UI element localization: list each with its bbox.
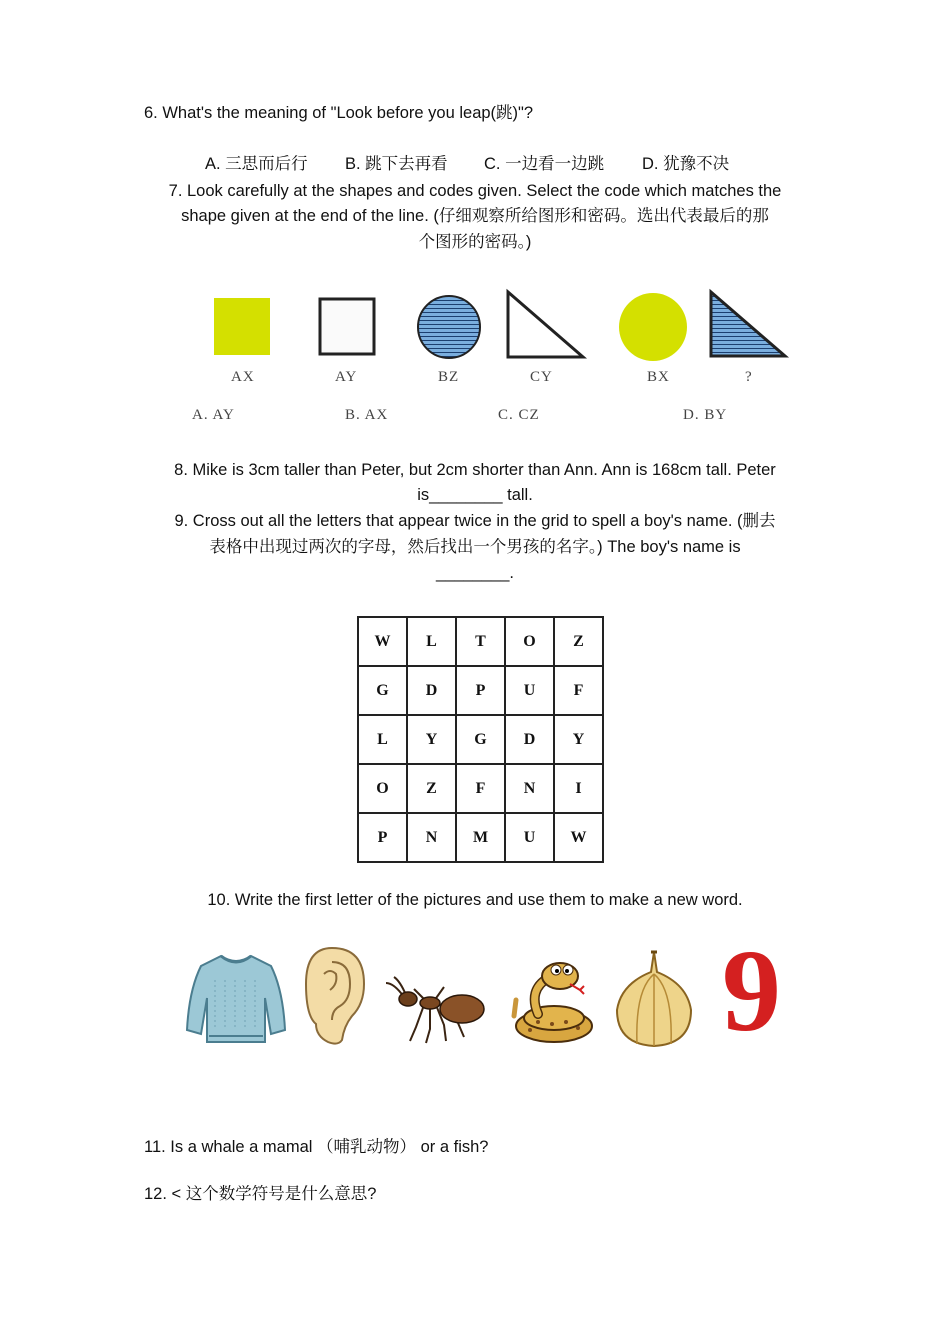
q7-option-d: D. BY <box>683 407 728 423</box>
grid-cell: L <box>407 617 456 666</box>
q7-line-1: 7. Look carefully at the shapes and codes given. Select the code which matches the <box>168 182 782 200</box>
q6-option-c: C. 一边看一边跳 <box>484 155 605 173</box>
ant-icon <box>384 975 488 1045</box>
code-ax: AX <box>231 369 255 385</box>
striped-triangle-shape <box>711 292 785 356</box>
q7-line-3: 个图形的密码。) <box>418 233 532 251</box>
q9-line-2: 表格中出现过两次的字母，然后找出一个男孩的名字。) The boy's name is <box>209 538 741 556</box>
grid-cell: M <box>456 813 505 862</box>
q7-line-2: shape given at the end of the line. (仔细观察所给图形和密码。选出代表最后的那 <box>181 207 769 225</box>
grid-cell: W <box>358 617 407 666</box>
grid-cell: F <box>554 666 603 715</box>
q7-option-b: B. AX <box>345 407 389 423</box>
q7-option-a: A. AY <box>192 407 235 423</box>
grid-cell: L <box>358 715 407 764</box>
q12-question: 12. < 这个数学符号是什么意思? <box>144 1185 377 1203</box>
yellow-square-shape <box>214 298 270 355</box>
code-cy: CY <box>530 369 553 385</box>
q6-option-b: B. 跳下去再看 <box>345 155 448 173</box>
grid-row <box>358 813 603 862</box>
grid-cell: D <box>505 715 554 764</box>
q8-line-1: 8. Mike is 3cm taller than Peter, but 2cm shorter than Ann. Ann is 168cm tall. Peter <box>174 461 776 479</box>
letter-grid <box>357 616 604 863</box>
grid-cell: T <box>456 617 505 666</box>
grid-row <box>358 715 603 764</box>
q7-shapes <box>190 285 800 375</box>
q9-line-1: 9. Cross out all the letters that appear twice in the grid to spell a boy's name. (删去 <box>174 512 776 530</box>
q6-option-a: A. 三思而后行 <box>205 155 308 173</box>
grid-cell: G <box>456 715 505 764</box>
ear-icon <box>302 944 368 1046</box>
grid-cell: Y <box>554 715 603 764</box>
dotted-square-shape <box>320 299 374 354</box>
onion-icon <box>611 950 697 1048</box>
yellow-circle-shape <box>619 293 687 361</box>
grid-cell: N <box>407 813 456 862</box>
code-bz: BZ <box>438 369 460 385</box>
grid-cell: Y <box>407 715 456 764</box>
grid-cell: O <box>505 617 554 666</box>
grid-cell: I <box>554 764 603 813</box>
q6-question: 6. What's the meaning of "Look before you leap(跳)"? <box>144 104 534 122</box>
code-unknown: ? <box>745 369 753 385</box>
snake-icon <box>508 960 596 1046</box>
grid-cell: F <box>456 764 505 813</box>
grid-cell: N <box>505 764 554 813</box>
q8-line-2: is________ tall. <box>417 486 533 504</box>
code-ay: AY <box>335 369 358 385</box>
grid-cell: G <box>358 666 407 715</box>
code-bx: BX <box>647 369 670 385</box>
grid-cell: D <box>407 666 456 715</box>
striped-circle-shape <box>418 296 480 358</box>
grid-row <box>358 666 603 715</box>
grid-cell: O <box>358 764 407 813</box>
q9-line-3: ________. <box>436 564 514 582</box>
grid-cell: P <box>358 813 407 862</box>
q10-question: 10. Write the first letter of the pictures and use them to make a new word. <box>207 891 743 909</box>
grid-cell: P <box>456 666 505 715</box>
grid-cell: Z <box>407 764 456 813</box>
q6-option-d: D. 犹豫不决 <box>642 155 730 173</box>
white-triangle-shape <box>508 292 583 357</box>
grid-cell: W <box>554 813 603 862</box>
grid-cell: U <box>505 813 554 862</box>
grid-row <box>358 764 603 813</box>
grid-cell: U <box>505 666 554 715</box>
sweater-icon <box>185 950 287 1046</box>
nine-icon: 9 <box>722 925 781 1056</box>
q11-question: 11. Is a whale a mamal （哺乳动物） or a fish? <box>144 1138 489 1156</box>
grid-row <box>358 617 603 666</box>
grid-cell: Z <box>554 617 603 666</box>
q7-option-c: C. CZ <box>498 407 540 423</box>
